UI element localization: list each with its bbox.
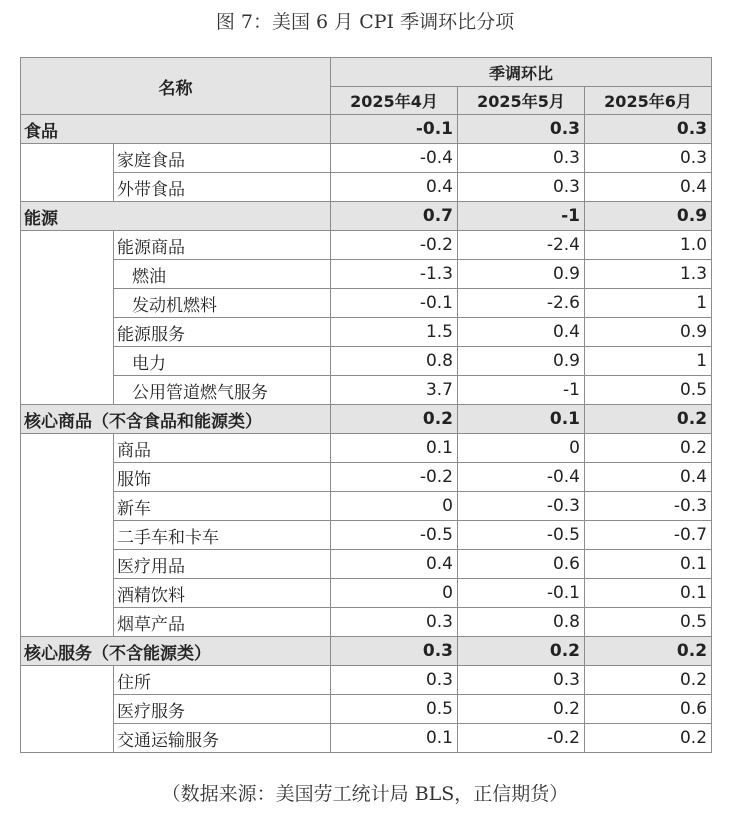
item-value: 0.8 [331, 347, 458, 376]
item-value: 0.3 [458, 666, 585, 695]
indent-cell [21, 173, 114, 202]
table-row [21, 289, 712, 318]
item-value: 0.5 [331, 695, 458, 724]
item-value: 0.3 [331, 666, 458, 695]
table-row [21, 260, 712, 289]
table-row [21, 347, 712, 376]
item-value: 0.3 [458, 173, 585, 202]
indent-cell [21, 579, 114, 608]
category-label: 食品 [21, 115, 331, 144]
source-note: （数据来源：美国劳工统计局 BLS，正信期货） [161, 783, 569, 805]
indent-cell [21, 724, 114, 753]
item-label: 住所 [114, 666, 331, 695]
item-label: 二手车和卡车 [114, 521, 331, 550]
table-row [21, 434, 712, 463]
item-value: -0.2 [331, 231, 458, 260]
item-label: 电力 [114, 347, 331, 376]
item-value: 0.5 [585, 608, 712, 637]
table-row [21, 318, 712, 347]
indent-cell [21, 289, 114, 318]
table-row [21, 695, 712, 724]
indent-cell [21, 666, 114, 695]
item-value: 0.9 [458, 347, 585, 376]
category-value: 0.9 [585, 202, 712, 231]
figure-title: 图 7：美国 6 月 CPI 季调环比分项 [215, 11, 515, 33]
item-value: 0.3 [331, 608, 458, 637]
item-label: 能源商品 [114, 231, 331, 260]
period-header: 2025年4月 [331, 87, 458, 115]
category-value: 0.1 [458, 405, 585, 434]
indent-cell [21, 318, 114, 347]
indent-cell [21, 260, 114, 289]
item-label: 家庭食品 [114, 144, 331, 173]
indent-cell [21, 144, 114, 173]
item-value: 0 [458, 434, 585, 463]
indent-cell [21, 695, 114, 724]
item-value: 0.2 [458, 695, 585, 724]
indent-cell [21, 231, 114, 260]
item-value: 0.1 [585, 579, 712, 608]
indent-cell [21, 492, 114, 521]
item-value: 0.5 [585, 376, 712, 405]
item-value: 0.1 [331, 434, 458, 463]
item-value: -0.4 [458, 463, 585, 492]
item-value: 0.9 [585, 318, 712, 347]
category-value: 0.2 [585, 637, 712, 666]
group-header: 季调环比 [331, 58, 712, 87]
category-value: 0.2 [585, 405, 712, 434]
name-column-header: 名称 [21, 58, 331, 115]
item-value: -1.3 [331, 260, 458, 289]
item-value: 0.4 [585, 173, 712, 202]
item-value: 0.2 [585, 434, 712, 463]
item-value: 0.6 [458, 550, 585, 579]
item-value: 0.9 [458, 260, 585, 289]
item-value: 0.4 [331, 173, 458, 202]
category-value: 0.3 [585, 115, 712, 144]
item-value: 0.2 [585, 666, 712, 695]
item-label: 公用管道燃气服务 [114, 376, 331, 405]
category-row [21, 405, 712, 434]
table-row [21, 376, 712, 405]
item-label: 烟草产品 [114, 608, 331, 637]
category-value: 0.7 [331, 202, 458, 231]
item-value: 0.3 [585, 144, 712, 173]
cpi-table [20, 57, 712, 753]
table-row [21, 666, 712, 695]
item-value: 0.4 [458, 318, 585, 347]
item-value: -2.6 [458, 289, 585, 318]
item-label: 交通运输服务 [114, 724, 331, 753]
item-value: -0.1 [458, 579, 585, 608]
item-label: 医疗用品 [114, 550, 331, 579]
item-value: -0.1 [331, 289, 458, 318]
category-row [21, 637, 712, 666]
category-value: 0.2 [458, 637, 585, 666]
category-row [21, 202, 712, 231]
table-row [21, 579, 712, 608]
item-value: 1 [585, 347, 712, 376]
table-row [21, 724, 712, 753]
item-value: -0.4 [331, 144, 458, 173]
category-value: 0.2 [331, 405, 458, 434]
period-header: 2025年5月 [458, 87, 585, 115]
item-value: 0.6 [585, 695, 712, 724]
item-value: 0 [331, 579, 458, 608]
item-value: 1.5 [331, 318, 458, 347]
item-value: 0.2 [585, 724, 712, 753]
item-value: -2.4 [458, 231, 585, 260]
item-label: 发动机燃料 [114, 289, 331, 318]
item-value: 0.1 [331, 724, 458, 753]
category-value: 0.3 [458, 115, 585, 144]
item-label: 服饰 [114, 463, 331, 492]
item-label: 外带食品 [114, 173, 331, 202]
table-row [21, 521, 712, 550]
indent-cell [21, 521, 114, 550]
item-value: 3.7 [331, 376, 458, 405]
category-label: 能源 [21, 202, 331, 231]
table-row [21, 550, 712, 579]
item-label: 医疗服务 [114, 695, 331, 724]
indent-cell [21, 347, 114, 376]
table-row [21, 231, 712, 260]
indent-cell [21, 434, 114, 463]
item-label: 能源服务 [114, 318, 331, 347]
item-label: 燃油 [114, 260, 331, 289]
item-value: 0.4 [585, 463, 712, 492]
item-value: -0.7 [585, 521, 712, 550]
category-label: 核心商品（不含食品和能源类） [21, 405, 331, 434]
item-value: 1.0 [585, 231, 712, 260]
item-value: -1 [458, 376, 585, 405]
item-label: 商品 [114, 434, 331, 463]
table-row [21, 144, 712, 173]
table-row [21, 608, 712, 637]
item-value: 0.3 [458, 144, 585, 173]
table-row [21, 173, 712, 202]
table-row [21, 492, 712, 521]
table-body [21, 115, 712, 753]
item-value: -0.3 [585, 492, 712, 521]
item-value: 1.3 [585, 260, 712, 289]
item-value: 0.4 [331, 550, 458, 579]
category-value: 0.3 [331, 637, 458, 666]
table-row [21, 463, 712, 492]
item-value: 1 [585, 289, 712, 318]
item-value: -0.2 [331, 463, 458, 492]
item-label: 新车 [114, 492, 331, 521]
item-value: 0.8 [458, 608, 585, 637]
category-value: -1 [458, 202, 585, 231]
indent-cell [21, 550, 114, 579]
table-header [21, 58, 712, 115]
category-value: -0.1 [331, 115, 458, 144]
item-value: -0.5 [331, 521, 458, 550]
indent-cell [21, 463, 114, 492]
item-label: 酒精饮料 [114, 579, 331, 608]
category-label: 核心服务（不含能源类） [21, 637, 331, 666]
category-row [21, 115, 712, 144]
item-value: -0.2 [458, 724, 585, 753]
item-value: 0.1 [585, 550, 712, 579]
period-header: 2025年6月 [585, 87, 712, 115]
indent-cell [21, 608, 114, 637]
item-value: 0 [331, 492, 458, 521]
item-value: -0.3 [458, 492, 585, 521]
indent-cell [21, 376, 114, 405]
item-value: -0.5 [458, 521, 585, 550]
